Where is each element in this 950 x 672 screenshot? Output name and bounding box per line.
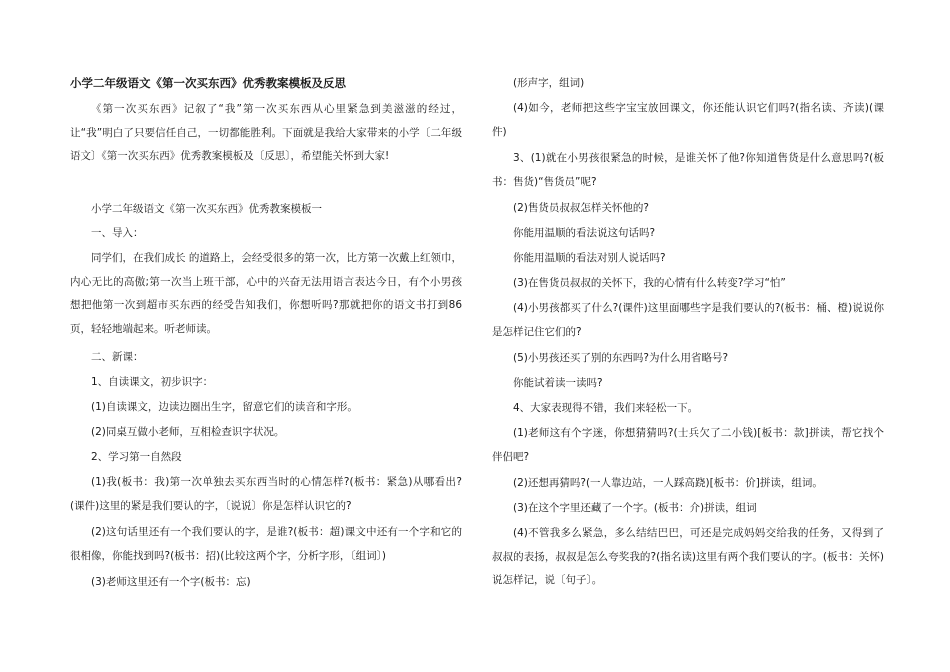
- right-item-11: 4、大家表现得不错，我们来轻松一下。: [513, 402, 699, 414]
- right-item-10: 你能试着读一读吗?: [513, 377, 603, 389]
- right-item-5: 你能用温顺的看法说这句话吗?: [513, 227, 656, 239]
- section-new-lesson-heading: 二、新课：: [91, 351, 144, 363]
- right-item-14: (3)在这个字里还藏了一个字。(板书：介)拼读，组词: [513, 502, 757, 514]
- document-title: 小学二年级语文《第一次买东西》优秀教案模板及反思: [70, 76, 346, 90]
- step-1-heading: 1、自读课文，初步识字：: [91, 376, 214, 388]
- right-item-6: 你能用温顺的看法对别人说话吗?: [513, 252, 666, 264]
- step-2-item-3: (3)老师这里还有一个字(板书：忘): [91, 576, 251, 588]
- step-1-item-2: (2)同桌互做小老师，互相检查识字状况。: [91, 426, 285, 438]
- right-item-7: (3)在售货员叔叔的关怀下，我的心情有什么转变?学习“怕”: [513, 277, 786, 289]
- plan-heading: 小学二年级语文《第一次买东西》优秀教案模板一: [91, 203, 322, 215]
- right-item-3: 3、(1)就在小男孩很紧急的时候，是谁关怀了他?你知道售货是什么意思吗?(板书：售货)“售货员”呢?: [492, 152, 884, 188]
- right-item-8: (4)小男孩都买了什么?(课件)这里面哪些字是我们要认的?(板书：桶、橙)说说你是怎样记住它们的?: [492, 302, 884, 338]
- intro-paragraph: 《第一次买东西》记叙了“我”第一次买东西从心里紧急到美滋滋的经过，让“我”明白了只要信任自己，一切都能胜利。下面就是我给大家带来的小学〔二年级语文〕《第一次买东西》优秀教案模板及〔反思〕，希望能关怀到大家!: [70, 103, 462, 162]
- right-item-9: (5)小男孩还买了别的东西吗?为什么用省略号?: [513, 352, 729, 364]
- intro-body-paragraph: 同学们，在我们成长 的道路上，会经受很多的第一次，比方第一次戴上红领巾，内心无比的高傲;第一次当上班干部，心中的兴奋无法用语言表达今日，有个小男孩想把他第一次到超市买东西的经受告知我们，你想听吗?那就把你的语文书打到86页，轻轻地端起来。听老师读。: [70, 252, 462, 335]
- step-2-item-2: (2)这句话里还有一个我们要认的字，是谁?(板书：超)课文中还有一个字和它的很相像，你能找到吗?(板书：招)(比较这两个字，分析字形，〔组词〕): [70, 526, 462, 562]
- right-item-2: (4)如今，老师把这些字宝宝放回课文，你还能认识它们吗?(指名读、齐读)(课件): [492, 102, 884, 138]
- section-intro-heading: 一、导入：: [91, 227, 144, 239]
- step-2-heading: 2、学习第一自然段: [91, 451, 182, 463]
- step-1-item-1: (1)自读课文，边读边圈出生字，留意它们的读音和字形。: [91, 401, 358, 413]
- right-item-15: (4)不管我多么紧急，多么结结巴巴，可还是完成妈妈交给我的任务，又得到了叔叔的表扬，叔叔是怎么夸奖我的?(指名读)这里有两个我们要认的字。(板书：关怀)说怎样记，说〔句子〕。: [492, 527, 884, 586]
- right-item-1: (形声字，组词): [513, 77, 585, 89]
- right-item-12: (1)老师这有个字迷，你想猜猜吗?(士兵欠了二小钱)[板书：款]拼读，帮它找个伴侣吧?: [492, 427, 884, 463]
- step-2-item-1: (1)我(板书：我)第一次单独去买东西当时的心情怎样?(板书：紧急)从哪看出?(课件)这里的紧是我们要认的字，〔说说〕你是怎样认识它的?: [70, 476, 462, 512]
- right-item-13: (2)还想再猜吗?(一人靠边站，一人踩高跷)[板书：价]拼读，组词。: [513, 477, 823, 489]
- right-item-4: (2)售货员叔叔怎样关怀他的?: [513, 202, 649, 214]
